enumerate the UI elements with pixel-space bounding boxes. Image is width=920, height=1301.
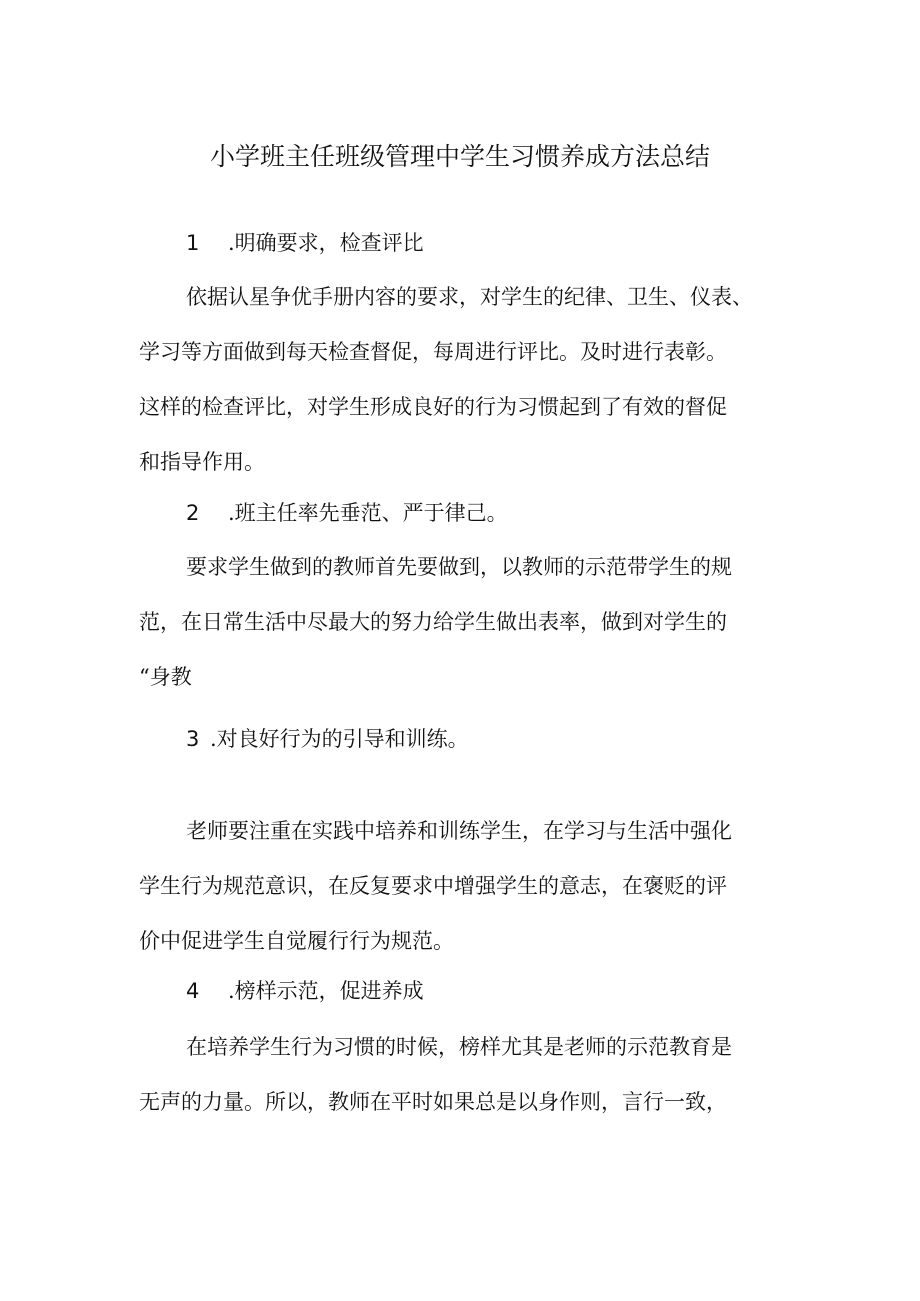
- section-1-heading-text: .明确要求，检查评比: [228, 231, 424, 255]
- section-1-number: 1: [186, 231, 200, 255]
- section-3-line-3: 价中促进学生自觉履行行为规范。: [139, 929, 454, 953]
- section-1-line-4: 和指导作用。: [139, 450, 265, 474]
- section-2-heading: [186, 498, 508, 528]
- section-3-heading: [186, 724, 469, 754]
- section-3-line-2: 学生行为规范意识，在反复要求中增强学生的意志，在褒贬的评: [139, 874, 727, 898]
- section-1-line-3: 这样的检查评比，对学生形成良好的行为习惯起到了有效的督促: [139, 395, 727, 419]
- section-3-number: 3: [186, 727, 200, 751]
- section-2-paragraph: [139, 540, 784, 705]
- section-4-heading-text: .榜样示范，促进养成: [228, 979, 424, 1003]
- section-4-heading: [186, 976, 424, 1006]
- section-2-line-1: 要求学生做到的教师首先要做到，以教师的示范带学生的规: [186, 555, 732, 579]
- section-2-line-2: 范，在日常生活中尽最大的努力给学生做出表率，做到对学生的: [139, 610, 727, 634]
- section-2-heading-text: .班主任率先垂范、严于律己。: [228, 501, 508, 525]
- section-4-line-1: 在培养学生行为习惯的时候，榜样尤其是老师的示范教育是: [186, 1035, 732, 1059]
- section-2-line-3: “身教: [139, 665, 192, 689]
- section-4-paragraph: [139, 1020, 784, 1130]
- section-1-paragraph: [139, 270, 784, 490]
- document-title: 小学班主任班级管理中学生习惯养成方法总结: [209, 142, 710, 171]
- section-1-line-1: 依据认星争优手册内容的要求，对学生的纪律、卫生、仪表、: [186, 285, 753, 309]
- section-1-line-2: 学习等方面做到每天检查督促，每周进行评比。及时进行表彰。: [139, 340, 727, 364]
- section-3-line-1: 老师要注重在实践中培养和训练学生，在学习与生活中强化: [186, 819, 732, 843]
- section-4-line-2: 无声的力量。所以，教师在平时如果总是以身作则，言行一致，: [139, 1090, 727, 1114]
- section-1-heading: [186, 228, 424, 258]
- section-3-paragraph: [139, 804, 784, 969]
- section-2-number: 2: [186, 501, 200, 525]
- section-3-heading-text: .对良好行为的引导和训练。: [210, 727, 469, 751]
- section-4-number: 4: [186, 979, 200, 1003]
